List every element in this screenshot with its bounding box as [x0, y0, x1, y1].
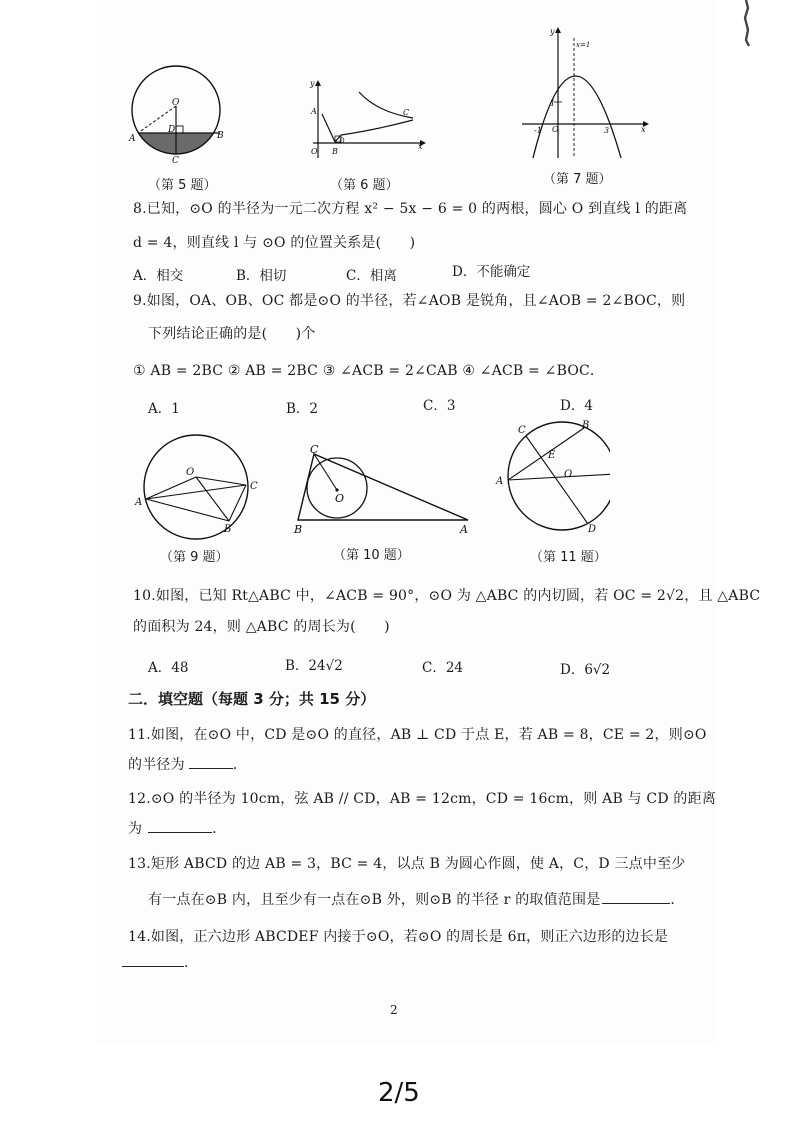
section-2-title: 二．填空题（每题 3 分；共 15 分）: [128, 690, 376, 708]
q14-line2: [122, 952, 198, 972]
svg-text:O: O: [311, 147, 318, 156]
svg-text:C: C: [518, 425, 526, 436]
figure-5: [128, 62, 238, 170]
q13-line2: [148, 889, 685, 909]
q8-option-d: D．不能确定: [452, 264, 531, 280]
q10-option-c: C．24: [422, 660, 464, 676]
q12-line1: 12.⊙O 的半径为 10cm，弦 AB // CD，AB = 12cm，CD = 16cm，则 AB 与 CD 的距离: [128, 791, 717, 807]
q8-line1: 8.已知，⊙O 的半径为一元二次方程 x² − 5x − 6 = 0 的两根，圆心 O 到直线 l 的距离: [133, 201, 688, 217]
svg-text:C: C: [250, 481, 258, 492]
svg-text:x: x: [641, 125, 646, 134]
svg-text:B: B: [332, 147, 338, 156]
q9-line1: 9.如图，OA、OB、OC 都是⊙O 的半径，若∠AOB 是锐角，且∠AOB = 2∠BOC，则: [133, 293, 686, 309]
q10-option-b: B．24√2: [285, 658, 343, 674]
svg-text:x: x: [418, 142, 423, 151]
label-B: B: [217, 131, 224, 141]
svg-text:E: E: [548, 450, 556, 461]
q12-line2-end: ．: [212, 821, 227, 837]
q12-answer-blank: [148, 820, 212, 833]
svg-text:D: D: [588, 524, 597, 535]
q14-answer-blank: [122, 954, 184, 967]
label-A: A: [129, 134, 136, 144]
q9-option-c: C．3: [423, 398, 456, 414]
caption-fig7: （第 7 题）: [543, 172, 612, 187]
q12-line2-text: 为: [128, 821, 143, 837]
q10-line1: 10.如图，已知 Rt△ABC 中，∠ACB = 90°，⊙O 为 △ABC 的内切圆，若 OC = 2√2，且 △ABC: [133, 588, 761, 604]
caption-fig6: （第 6 题）: [330, 178, 399, 193]
q10-line2: 的面积为 24，则 △ABC 的周长为( ): [133, 619, 390, 635]
q10-option-d: D．6√2: [560, 662, 611, 678]
q9-line2: 下列结论正确的是( )个: [148, 326, 316, 342]
label-D: D: [168, 125, 176, 135]
q11-line1: 11.如图，在⊙O 中，CD 是⊙O 的直径，AB ⊥ CD 于点 E，若 AB = 8，CE = 2，则⊙O: [128, 727, 707, 743]
svg-text:O: O: [552, 125, 559, 134]
figure-10: [290, 440, 478, 536]
q9-option-a: A．1: [148, 401, 180, 417]
q9-option-d: D．4: [560, 398, 593, 414]
q10-option-a: A．48: [148, 660, 189, 676]
svg-text:A: A: [311, 107, 317, 116]
svg-text:B: B: [294, 523, 303, 536]
q8-line2: d = 4，则直线 l 与 ⊙O 的位置关系是( ): [133, 235, 416, 251]
svg-text:O: O: [186, 467, 195, 478]
figure-11: [492, 418, 610, 538]
q11-line2-end: ．: [232, 757, 248, 773]
scan-edge-artifact: [742, 0, 756, 48]
svg-text:A: A: [135, 497, 143, 508]
svg-text:C: C: [310, 443, 319, 456]
q14-line1: 14.如图，正六边形 ABCDEF 内接于⊙O，若⊙O 的周长是 6π，则正六边形的边长是: [128, 929, 669, 945]
q8-option-b: B．相切: [236, 268, 287, 284]
svg-text:O: O: [564, 469, 573, 480]
svg-text:3: 3: [604, 126, 610, 135]
svg-text:O: O: [335, 492, 345, 505]
q13-line2-end: ．: [670, 892, 685, 908]
caption-fig9: （第 9 题）: [160, 550, 229, 565]
q13-line1: 13.矩形 ABCD 的边 AB = 3，BC = 4，以点 B 为圆心作圆，使 A，C，D 三点中至少: [128, 856, 686, 872]
q11-line2-text: 的半径为: [128, 757, 185, 773]
svg-text:A: A: [460, 523, 468, 536]
svg-text:B: B: [582, 420, 590, 431]
svg-text:A: A: [496, 476, 504, 487]
svg-text:1: 1: [550, 99, 556, 108]
label-O: O: [172, 98, 180, 108]
q8-option-c: C．相离: [346, 268, 397, 284]
label-C: C: [172, 156, 179, 166]
q13-answer-blank: [602, 891, 670, 904]
svg-text:D: D: [339, 137, 345, 145]
figure-7: [518, 24, 653, 162]
page-indicator: 2/5: [378, 1078, 420, 1108]
q11-answer-blank: [189, 756, 233, 769]
q9-line3: ① AB = 2BC ② AB = 2BC ③ ∠ACB = 2∠CAB ④ ∠ACB = ∠BOC．: [133, 363, 605, 379]
figure-6: [305, 78, 430, 160]
svg-text:x=1: x=1: [576, 41, 591, 49]
q13-line2-text: 有一点在⊙B 内，且至少有一点在⊙B 外，则⊙B 的半径 r 的取值范围是: [148, 892, 601, 908]
svg-text:-1: -1: [534, 126, 542, 135]
svg-text:y: y: [310, 79, 315, 88]
caption-fig5: （第 5 题）: [148, 178, 217, 193]
q14-line2-end: ．: [184, 955, 199, 971]
q12-line2: [128, 818, 226, 838]
svg-text:B: B: [224, 524, 232, 535]
q11-line2: [128, 754, 247, 774]
caption-fig10: （第 10 题）: [333, 548, 410, 563]
figure-9: [134, 433, 266, 541]
page-number: 2: [390, 1003, 398, 1017]
caption-fig11: （第 11 题）: [530, 550, 607, 565]
svg-text:C: C: [403, 108, 410, 117]
q9-option-b: B．2: [286, 401, 319, 417]
q8-option-a: A．相交: [133, 268, 184, 284]
svg-text:y: y: [550, 27, 555, 36]
